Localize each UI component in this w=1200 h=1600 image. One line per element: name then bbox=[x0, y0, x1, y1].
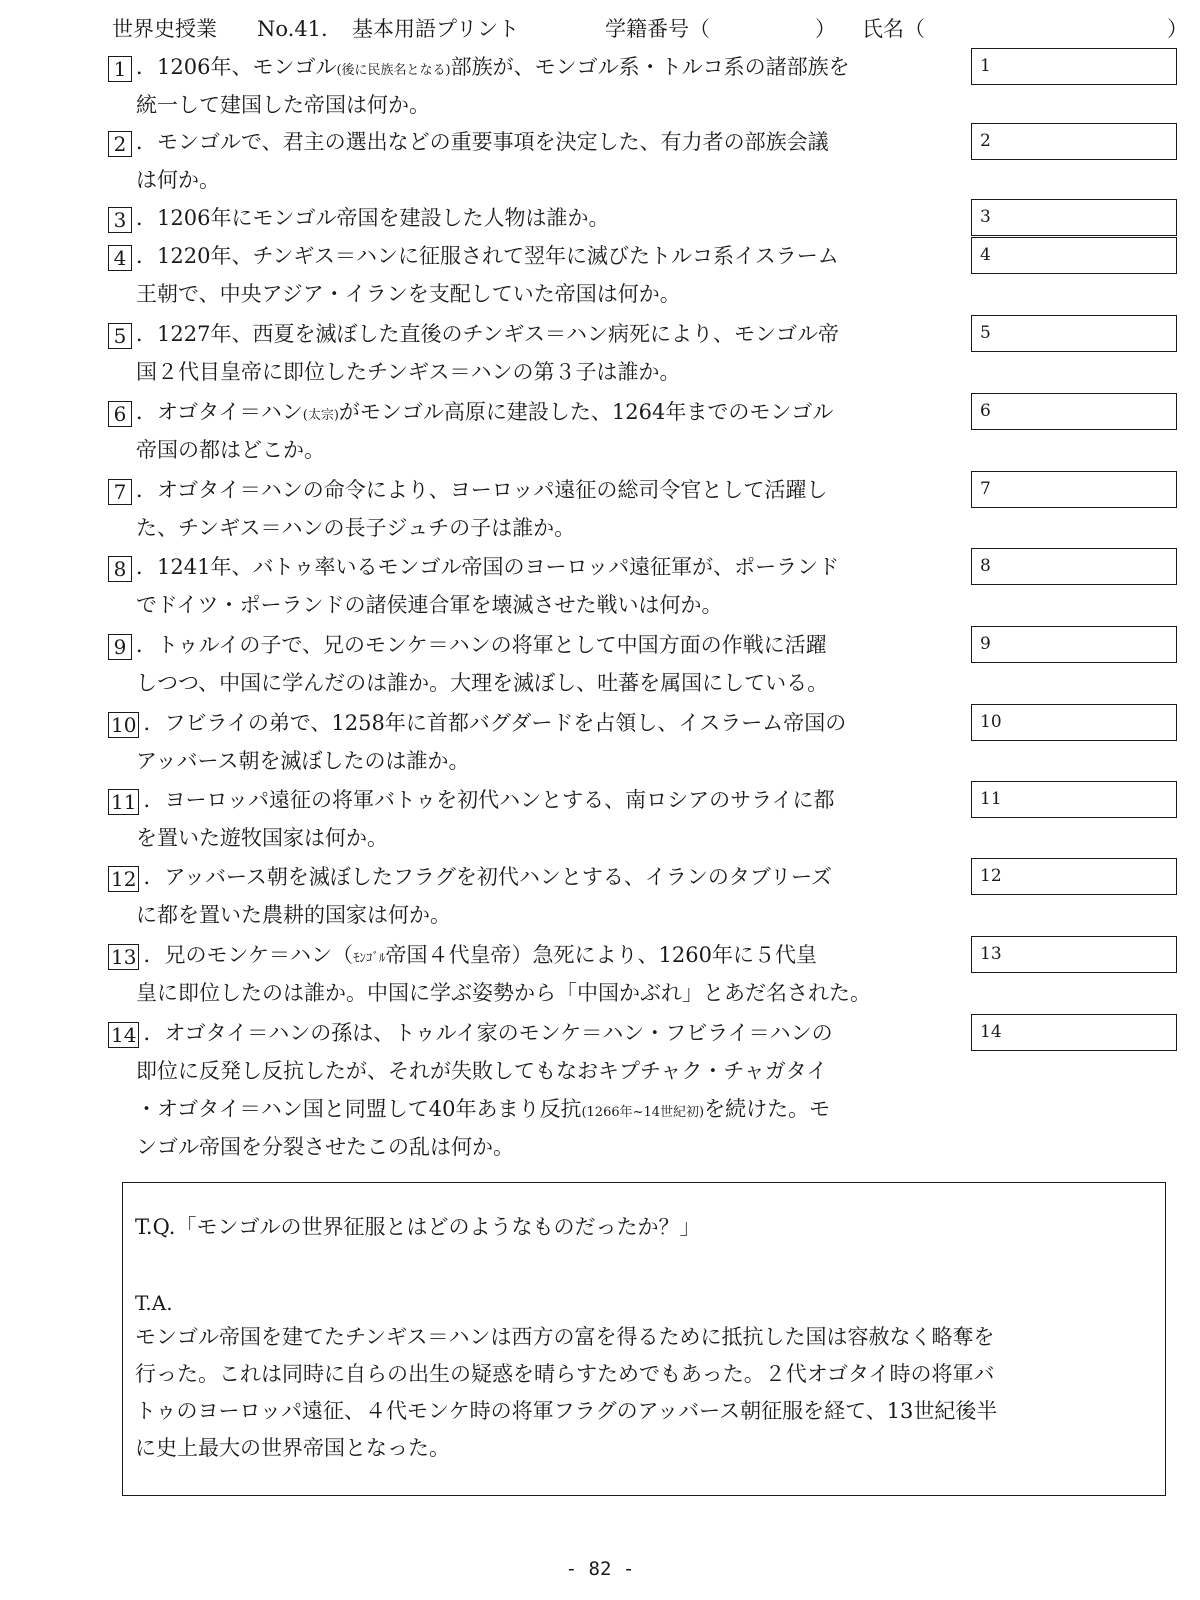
question-text: ．オゴタイ＝ハンの命令により、ヨーロッパ遠征の総司令官として活躍し bbox=[136, 478, 828, 502]
question-text: ンゴル帝国を分裂させたこの乱は何か。 bbox=[136, 1135, 514, 1159]
question-number: 4 bbox=[108, 245, 132, 271]
question-number: 14 bbox=[108, 1022, 139, 1048]
question-text: 帝国の都はどこか。 bbox=[136, 438, 325, 462]
question-2 bbox=[108, 123, 829, 199]
page-number: - 82 - bbox=[565, 1558, 635, 1580]
answer-box-9[interactable]: 9 bbox=[971, 626, 1177, 663]
question-number: 8 bbox=[108, 556, 132, 582]
question-text: アッバース朝を滅ぼしたのは誰か。 bbox=[136, 749, 470, 773]
question-8 bbox=[108, 548, 839, 624]
answer-box-2[interactable]: 2 bbox=[971, 123, 1177, 160]
question-11 bbox=[108, 781, 834, 857]
question-text: がモンゴル高原に建設した、1264年までのモンゴル bbox=[338, 400, 834, 424]
question-text: ．オゴタイ＝ハン bbox=[136, 400, 303, 424]
question-text: 王朝で、中央アジア・イランを支配していた帝国は何か。 bbox=[136, 282, 681, 306]
header bbox=[112, 14, 1188, 44]
question-text: を続けた。モ bbox=[704, 1097, 831, 1121]
theme-question-box bbox=[122, 1182, 1166, 1496]
question-text: ．1220年、チンギス＝ハンに征服されて翌年に滅びたトルコ系イスラーム bbox=[136, 244, 839, 268]
question-text: ．ヨーロッパ遠征の将軍バトゥを初代ハンとする、南ロシアのサライに都 bbox=[143, 788, 835, 812]
question-number: 1 bbox=[108, 56, 132, 82]
theme-question: T.Q.「モンゴルの世界征服とはどのようなものだったか？」 bbox=[135, 1215, 701, 1239]
question-text: でドイツ・ポーランドの諸侯連合軍を壊滅させた戦いは何か。 bbox=[136, 593, 723, 617]
question-12 bbox=[108, 858, 832, 934]
question-text: 国２代目皇帝に即位したチンギス＝ハンの第３子は誰か。 bbox=[136, 360, 681, 384]
question-note: ﾓﾝｺﾞﾙ bbox=[353, 951, 386, 966]
print-title: 基本用語プリント bbox=[352, 17, 520, 41]
answer-box-3[interactable]: 3 bbox=[971, 199, 1177, 236]
theme-answer-line: トゥのヨーロッパ遠征、４代モンケ時の将軍フラグのアッバース朝征服を経て、13世紀後半 bbox=[135, 1399, 998, 1423]
question-number: 3 bbox=[108, 207, 132, 233]
question-number: 6 bbox=[108, 401, 132, 427]
name-label: 氏名（ bbox=[862, 17, 925, 41]
question-number: 7 bbox=[108, 479, 132, 505]
question-text: に都を置いた農耕的国家は何か。 bbox=[136, 903, 451, 927]
question-text: 部族が、モンゴル系・トルコ系の諸部族を bbox=[450, 55, 850, 79]
theme-answer-label: T.A. bbox=[135, 1291, 173, 1315]
question-note: (1266年~14世紀初) bbox=[581, 1105, 705, 1120]
question-5 bbox=[108, 315, 839, 391]
print-number: No.41. bbox=[257, 17, 328, 41]
question-number: 13 bbox=[108, 944, 139, 970]
answer-box-14[interactable]: 14 bbox=[971, 1014, 1177, 1051]
answer-box-10[interactable]: 10 bbox=[971, 704, 1177, 741]
question-text: ．トゥルイの子で、兄のモンケ＝ハンの将軍として中国方面の作戦に活躍 bbox=[136, 633, 827, 657]
theme-answer-text bbox=[135, 1319, 997, 1467]
question-text: 皇に即位したのは誰か。中国に学ぶ姿勢から「中国かぶれ」とあだ名された。 bbox=[136, 981, 871, 1005]
question-text: ．1206年にモンゴル帝国を建設した人物は誰か。 bbox=[136, 206, 610, 230]
question-number: 2 bbox=[108, 131, 132, 157]
question-text: 帝国４代皇帝）急死により、1260年に５代皇 bbox=[385, 943, 817, 967]
theme-answer-line: に史上最大の世界帝国となった。 bbox=[135, 1436, 450, 1460]
question-text: しつつ、中国に学んだのは誰か。大理を滅ぼし、吐蕃を属国にしている。 bbox=[136, 671, 829, 695]
answer-box-8[interactable]: 8 bbox=[971, 548, 1177, 585]
question-number: 5 bbox=[108, 323, 132, 349]
subject-label: 世界史授業 bbox=[112, 17, 217, 41]
question-10 bbox=[108, 704, 846, 780]
student-id-label: 学籍番号（ ） bbox=[605, 17, 836, 41]
question-4 bbox=[108, 237, 839, 313]
question-text: 統一して建国した帝国は何か。 bbox=[136, 93, 430, 117]
question-7 bbox=[108, 471, 827, 547]
question-9 bbox=[108, 626, 828, 702]
answer-box-7[interactable]: 7 bbox=[971, 471, 1177, 508]
answer-box-11[interactable]: 11 bbox=[971, 781, 1177, 818]
question-text: を置いた遊牧国家は何か。 bbox=[136, 826, 388, 850]
question-1 bbox=[108, 48, 850, 124]
theme-answer-line: 行った。これは同時に自らの出生の疑惑を晴らすためでもあった。２代オゴタイ時の将軍バ bbox=[135, 1362, 995, 1386]
question-13 bbox=[108, 936, 871, 1012]
question-text: 即位に反発し反抗したが、それが失敗してもなおキプチャク・チャガタイ bbox=[136, 1059, 828, 1083]
question-text: ．アッバース朝を滅ぼしたフラグを初代ハンとする、イランのタブリーズ bbox=[143, 865, 833, 889]
question-number: 12 bbox=[108, 866, 139, 892]
answer-box-4[interactable]: 4 bbox=[971, 237, 1177, 274]
question-text: ．フビライの弟で、1258年に首都バグダードを占領し、イスラーム帝国の bbox=[143, 711, 847, 735]
question-text: ．オゴタイ＝ハンの孫は、トゥルイ家のモンケ＝ハン・フビライ＝ハンの bbox=[143, 1021, 833, 1045]
question-text: ．1227年、西夏を滅ぼした直後のチンギス＝ハン病死により、モンゴル帝 bbox=[136, 322, 839, 346]
theme-answer-line: モンゴル帝国を建てたチンギス＝ハンは西方の富を得るために抵抗した国は容赦なく略奪を bbox=[135, 1325, 995, 1349]
question-text: ．兄のモンケ＝ハン（ bbox=[143, 943, 354, 967]
answer-box-13[interactable]: 13 bbox=[971, 936, 1177, 973]
answer-box-12[interactable]: 12 bbox=[971, 858, 1177, 895]
question-text: ．1206年、モンゴル bbox=[136, 55, 337, 79]
name-close: ） bbox=[1167, 17, 1188, 41]
question-number: 10 bbox=[108, 712, 139, 738]
question-3 bbox=[108, 199, 609, 237]
question-text: ．モンゴルで、君主の選出などの重要事項を決定した、有力者の部族会議 bbox=[136, 130, 829, 154]
question-text: ・オゴタイ＝ハン国と同盟して40年あまり反抗 bbox=[136, 1097, 582, 1121]
answer-box-1[interactable]: 1 bbox=[971, 48, 1177, 85]
question-14 bbox=[108, 1014, 833, 1166]
answer-box-6[interactable]: 6 bbox=[971, 393, 1177, 430]
question-note: (太宗) bbox=[302, 408, 339, 423]
question-text: は何か。 bbox=[136, 168, 220, 192]
question-text: た、チンギス＝ハンの長子ジュチの子は誰か。 bbox=[136, 516, 576, 540]
question-text: ．1241年、バトゥ率いるモンゴル帝国のヨーロッパ遠征軍が、ポーランド bbox=[136, 555, 840, 579]
question-6 bbox=[108, 393, 833, 469]
question-number: 9 bbox=[108, 634, 132, 660]
question-number: 11 bbox=[108, 789, 139, 815]
question-note: (後に民族名となる) bbox=[336, 63, 451, 78]
answer-box-5[interactable]: 5 bbox=[971, 315, 1177, 352]
